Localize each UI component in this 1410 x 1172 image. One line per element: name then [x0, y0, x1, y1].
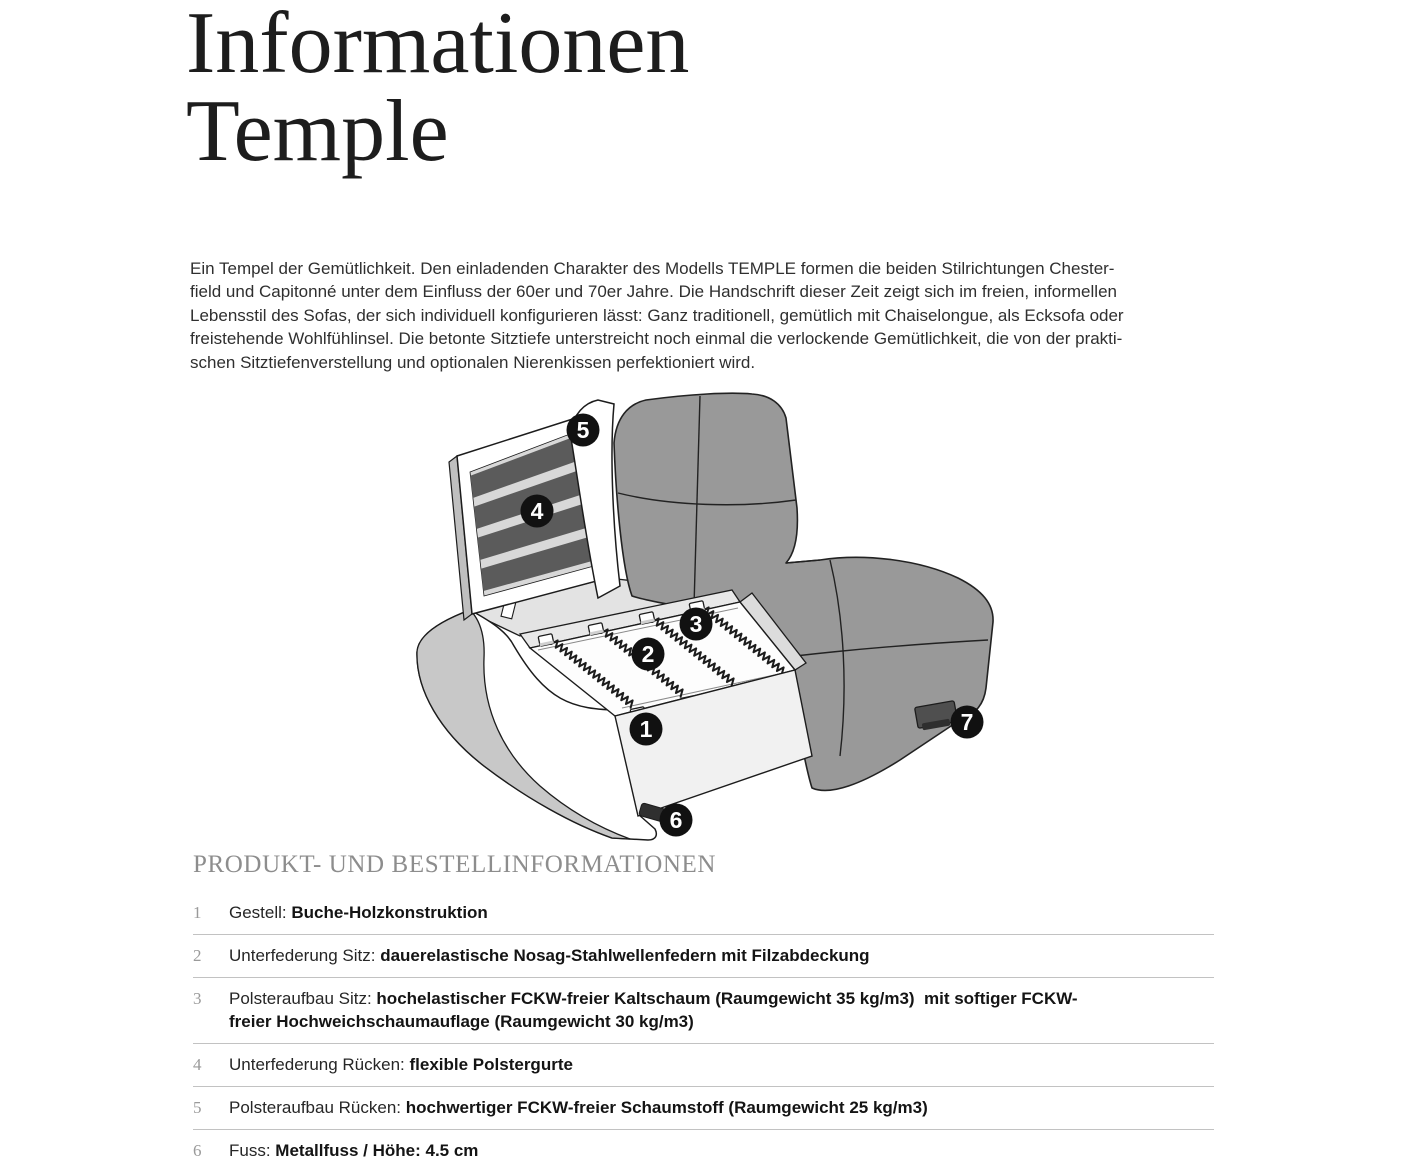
row-value: Metallfuss / Höhe: 4.5 cm	[275, 1141, 479, 1160]
row-number: 1	[193, 903, 202, 922]
product-info-row	[193, 935, 1214, 978]
product-info-row	[193, 1044, 1214, 1087]
row-label: Gestell:	[229, 903, 292, 922]
intro-line: freistehende Wohlfühlinsel. Die betonte Sitztiefe unterstreicht noch einmal die verlockende Gemütlichkeit, die von der prakti-	[190, 329, 1123, 349]
svg-text:5: 5	[576, 417, 590, 443]
row-number: 4	[193, 1055, 202, 1074]
row-value-line2: freier Hochweichschaumauflage (Raumgewicht 30 kg/m3)	[229, 1012, 694, 1031]
intro-line: Ein Tempel der Gemütlichkeit. Den einladenden Charakter des Modells TEMPLE formen die beiden Stilrichtungen Chester-	[190, 259, 1115, 278]
intro-line: schen Sitztiefenverstellung und optionalen Nierenkissen perfektioniert wird.	[190, 352, 756, 372]
row-label: Polsteraufbau Rücken:	[229, 1098, 406, 1117]
callout-5	[567, 414, 600, 447]
row-content	[229, 1139, 1214, 1162]
row-number: 5	[193, 1098, 202, 1117]
product-info-row	[193, 978, 1214, 1044]
product-info-row	[193, 1130, 1214, 1172]
row-content	[229, 944, 1214, 967]
svg-text:4: 4	[530, 498, 544, 524]
row-content	[229, 901, 1214, 924]
row-value: flexible Polstergurte	[409, 1055, 573, 1074]
intro-line: field und Capitonné unter dem Einfluss der 60er und 70er Jahre. Die Handschrift dieser Zeit zeigt sich im freien, informellen	[190, 282, 1117, 302]
row-value: Buche-Holzkonstruktion	[291, 903, 488, 922]
sofa-cutaway-illustration	[400, 388, 1015, 848]
row-value: hochelastischer FCKW-freier Kaltschaum (Raumgewicht 35 kg/m3) mit softiger FCKW-	[376, 989, 1078, 1008]
intro-line: Lebensstil des Sofas, der sich individuell konfigurieren lässt: Ganz traditionell, gemütlich mit Chaiselongue, als Ecksofa oder	[190, 305, 1124, 325]
callout-6	[660, 804, 693, 837]
svg-text:7: 7	[960, 709, 974, 735]
row-number: 2	[193, 946, 202, 965]
callout-1	[630, 713, 663, 746]
row-label: Unterfederung Sitz:	[229, 946, 381, 965]
page-title-line2: Temple	[186, 83, 449, 180]
page-title-line1: Informationen	[186, 0, 690, 92]
callout-3	[680, 608, 713, 641]
callout-2	[632, 638, 665, 671]
row-value: dauerelastische Nosag-Stahlwellenfedern mit Filzabdeckung	[380, 946, 870, 965]
intro-paragraph	[190, 257, 1124, 374]
row-number: 3	[193, 989, 202, 1008]
row-content	[229, 1096, 1214, 1119]
svg-text:6: 6	[669, 807, 683, 833]
row-content	[229, 1053, 1214, 1076]
row-content	[229, 987, 1214, 1033]
svg-text:1: 1	[639, 716, 653, 742]
row-label: Fuss:	[229, 1141, 276, 1160]
svg-text:3: 3	[689, 611, 703, 637]
product-info-row	[193, 892, 1214, 935]
row-label: Unterfederung Rücken:	[229, 1055, 410, 1074]
page-title	[186, 0, 690, 180]
row-number: 6	[193, 1141, 202, 1160]
product-info-list	[193, 892, 1214, 1172]
product-info-row	[193, 1087, 1214, 1130]
callout-4	[521, 495, 554, 528]
row-value: hochwertiger FCKW-freier Schaumstoff (Raumgewicht 25 kg/m3)	[405, 1098, 928, 1117]
section-heading: PRODUKT- UND BESTELLINFORMATIONEN	[193, 851, 717, 878]
callout-7	[951, 706, 984, 739]
row-label: Polsteraufbau Sitz:	[229, 989, 377, 1008]
svg-text:2: 2	[641, 641, 655, 667]
